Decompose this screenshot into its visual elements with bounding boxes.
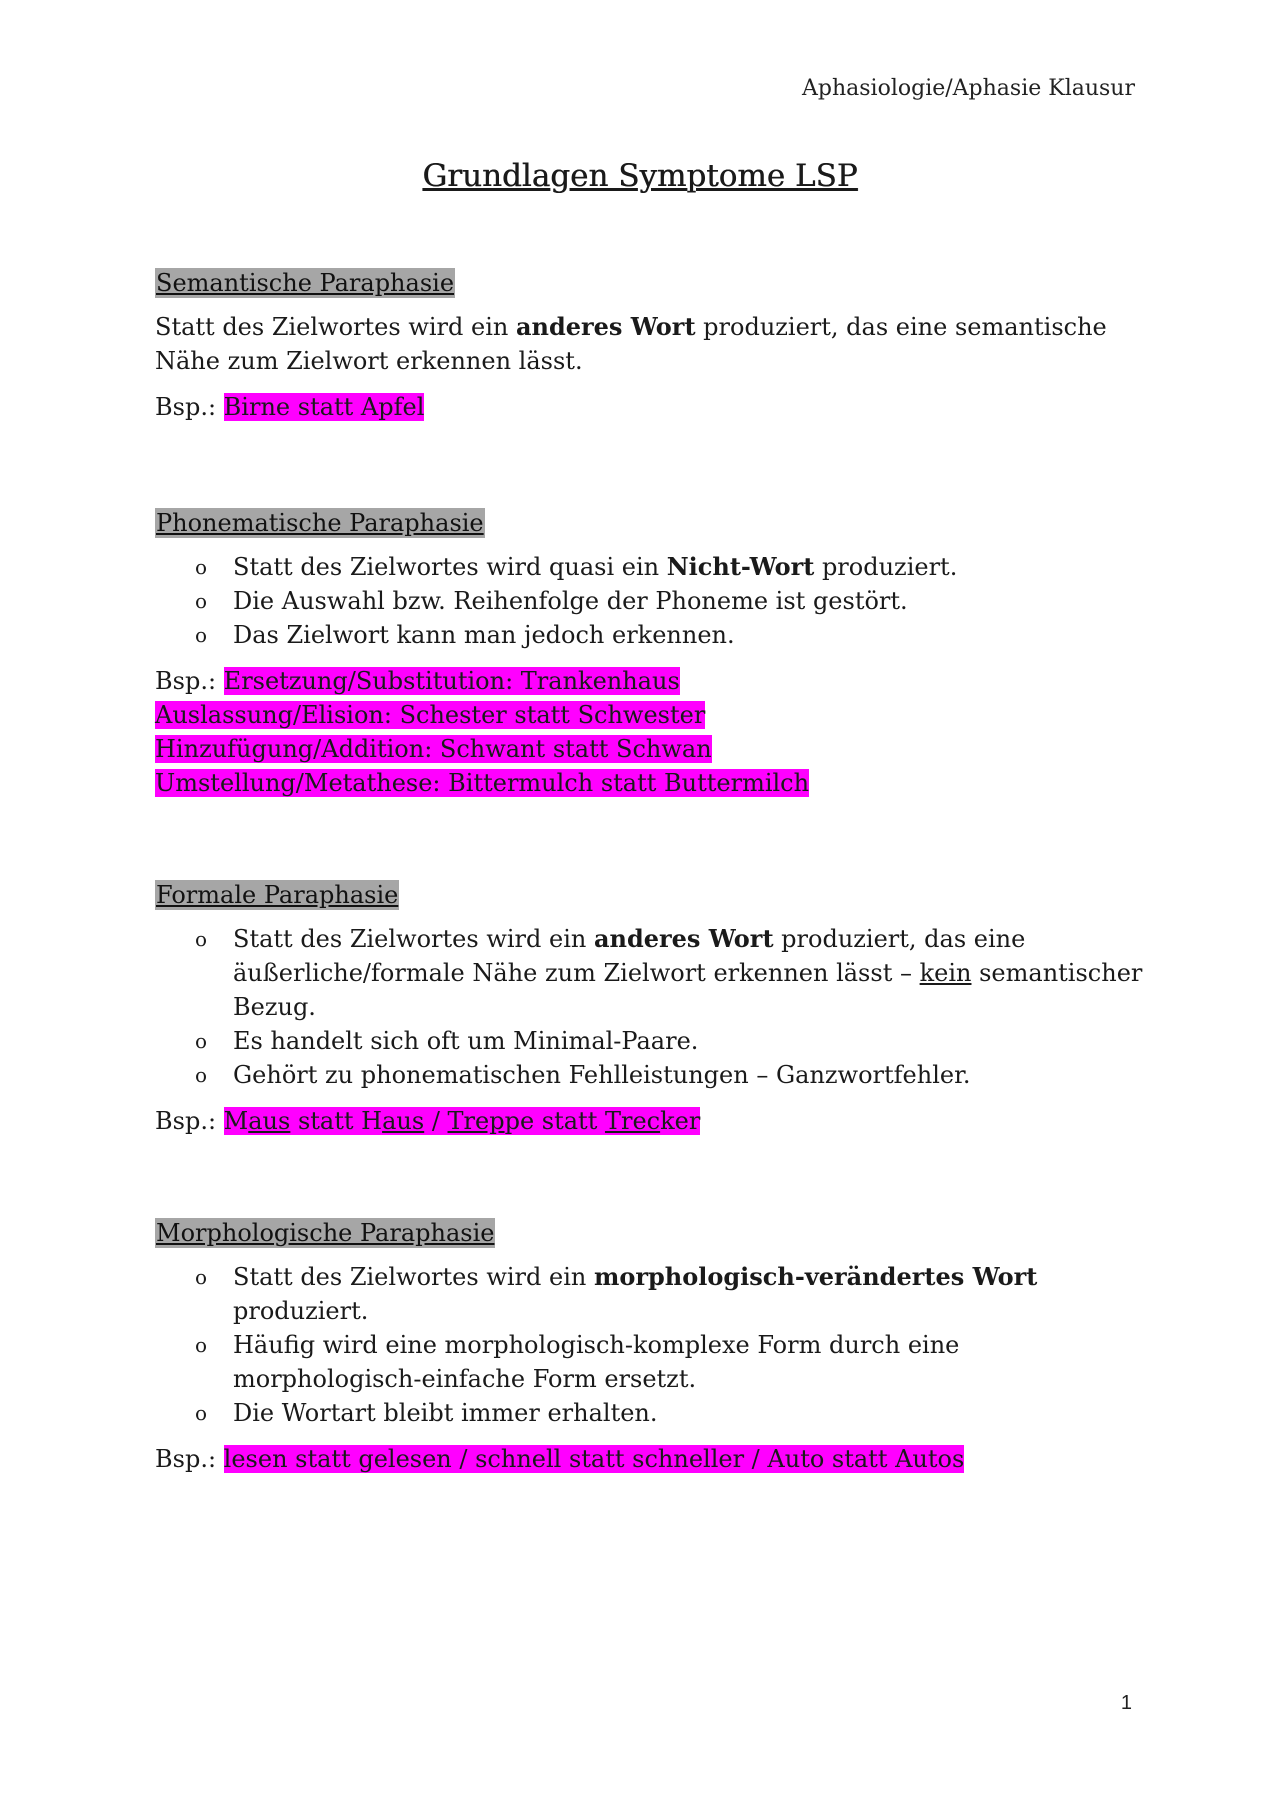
list-item [155,1058,1145,1092]
page-header: Aphasiologie/Aphasie Klausur [802,76,1135,101]
section-heading: Phonematische Paraphasie [156,509,484,537]
section-heading: Morphologische Paraphasie [156,1219,495,1247]
list-item [155,1396,1145,1430]
example-highlight: Hinzufügung/Addition: Schwant statt Schwan [155,735,712,763]
example-line [155,664,1145,698]
list-item [155,1260,1145,1328]
example-label: Bsp.: [155,667,217,695]
bold-term: anderes Wort [593,924,774,953]
list-item [155,1328,1145,1396]
example-label: Bsp.: [155,393,217,421]
text-run: Häufig wird eine morphologisch-komplexe Form durch eine morphologisch-einfache Form ersetzt. [233,1331,960,1393]
text-run: produziert, das eine semantische Nähe zum Zielwort erkennen lässt. [155,313,1107,375]
bold-term: morphologisch-verändertes Wort [593,1262,1038,1291]
bullet-list [155,1260,1145,1430]
example-label: Bsp.: [155,1107,217,1135]
text-run: Es handelt sich oft um Minimal-Paare. [233,1027,699,1055]
example-highlight: Birne statt Apfel [223,393,425,421]
example-highlight: Auslassung/Elision: Schester statt Schwester [155,701,706,729]
section-formal [155,880,1145,1138]
bold-term: Nicht-Wort [666,552,815,581]
underlined-term: kein [919,959,972,987]
bullet-icon: o [195,927,208,951]
text-run: ker [660,1107,701,1135]
bullet-list [155,922,1145,1092]
text-run: semantischer Bezug. [233,959,1143,1021]
example-highlight [224,1107,701,1135]
section-morphological [155,1218,1145,1476]
list-item [155,922,1145,1024]
underlined-term: Trep [447,1107,505,1135]
example-line [155,1442,1145,1476]
example-block [155,664,1145,800]
bullet-icon: o [195,555,208,579]
text-run: Statt des Zielwortes wird ein [233,1263,594,1291]
text-run: Statt des Zielwortes wird ein [155,313,516,341]
example-label: Bsp.: [155,1445,217,1473]
text-run: pe statt [504,1107,605,1135]
example-line [155,698,1145,732]
section-semantic [155,268,1145,424]
text-run: Statt des Zielwortes wird quasi ein [233,553,667,581]
underlined-term: aus [248,1107,291,1135]
text-run: Die Auswahl bzw. Reihenfolge der Phoneme ist gestört. [233,587,908,615]
section-heading: Semantische Paraphasie [156,269,455,297]
page-title: Grundlagen Symptome LSP [422,158,858,194]
text-run: produziert. [814,553,958,581]
example-line [155,390,1145,424]
example-line [155,766,1145,800]
bullet-icon: o [195,1063,208,1087]
bullet-list [155,550,1145,652]
bullet-icon: o [195,589,208,613]
example-line [155,1104,1145,1138]
text-run: Das Zielwort kann man jedoch erkennen. [233,621,735,649]
bullet-icon: o [195,1401,208,1425]
list-item [155,584,1145,618]
list-item [155,1024,1145,1058]
text-run: statt H [290,1107,383,1135]
text-run: Die Wortart bleibt immer erhalten. [233,1399,658,1427]
underlined-term: Trec [604,1107,661,1135]
text-run: / [424,1107,448,1135]
section-phonematic [155,508,1145,800]
list-item [155,618,1145,652]
example-line [155,732,1145,766]
section-heading: Formale Paraphasie [156,881,399,909]
bold-term: anderes Wort [515,312,696,341]
text-run: M [223,1107,249,1135]
bullet-icon: o [195,1265,208,1289]
bullet-icon: o [195,623,208,647]
text-run: Statt des Zielwortes wird ein [233,925,594,953]
text-run: produziert, das eine äußerliche/formale Nähe zum Zielwort erkennen lässt – [233,925,1026,987]
text-run: Gehört zu phonematischen Fehlleistungen – Ganzwortfehler. [233,1061,971,1089]
bullet-icon: o [195,1029,208,1053]
underlined-term: aus [382,1107,425,1135]
section-text [155,310,1145,378]
text-run: produziert. [233,1297,369,1325]
example-highlight: Umstellung/Metathese: Bittermulch statt Buttermilch [155,769,810,797]
example-highlight: lesen statt gelesen / schnell statt schneller / Auto statt Autos [223,1445,965,1473]
list-item [155,550,1145,584]
page-number: 1 [1120,1692,1132,1714]
bullet-icon: o [195,1333,208,1357]
example-highlight: Ersetzung/Substitution: Trankenhaus [223,667,680,695]
